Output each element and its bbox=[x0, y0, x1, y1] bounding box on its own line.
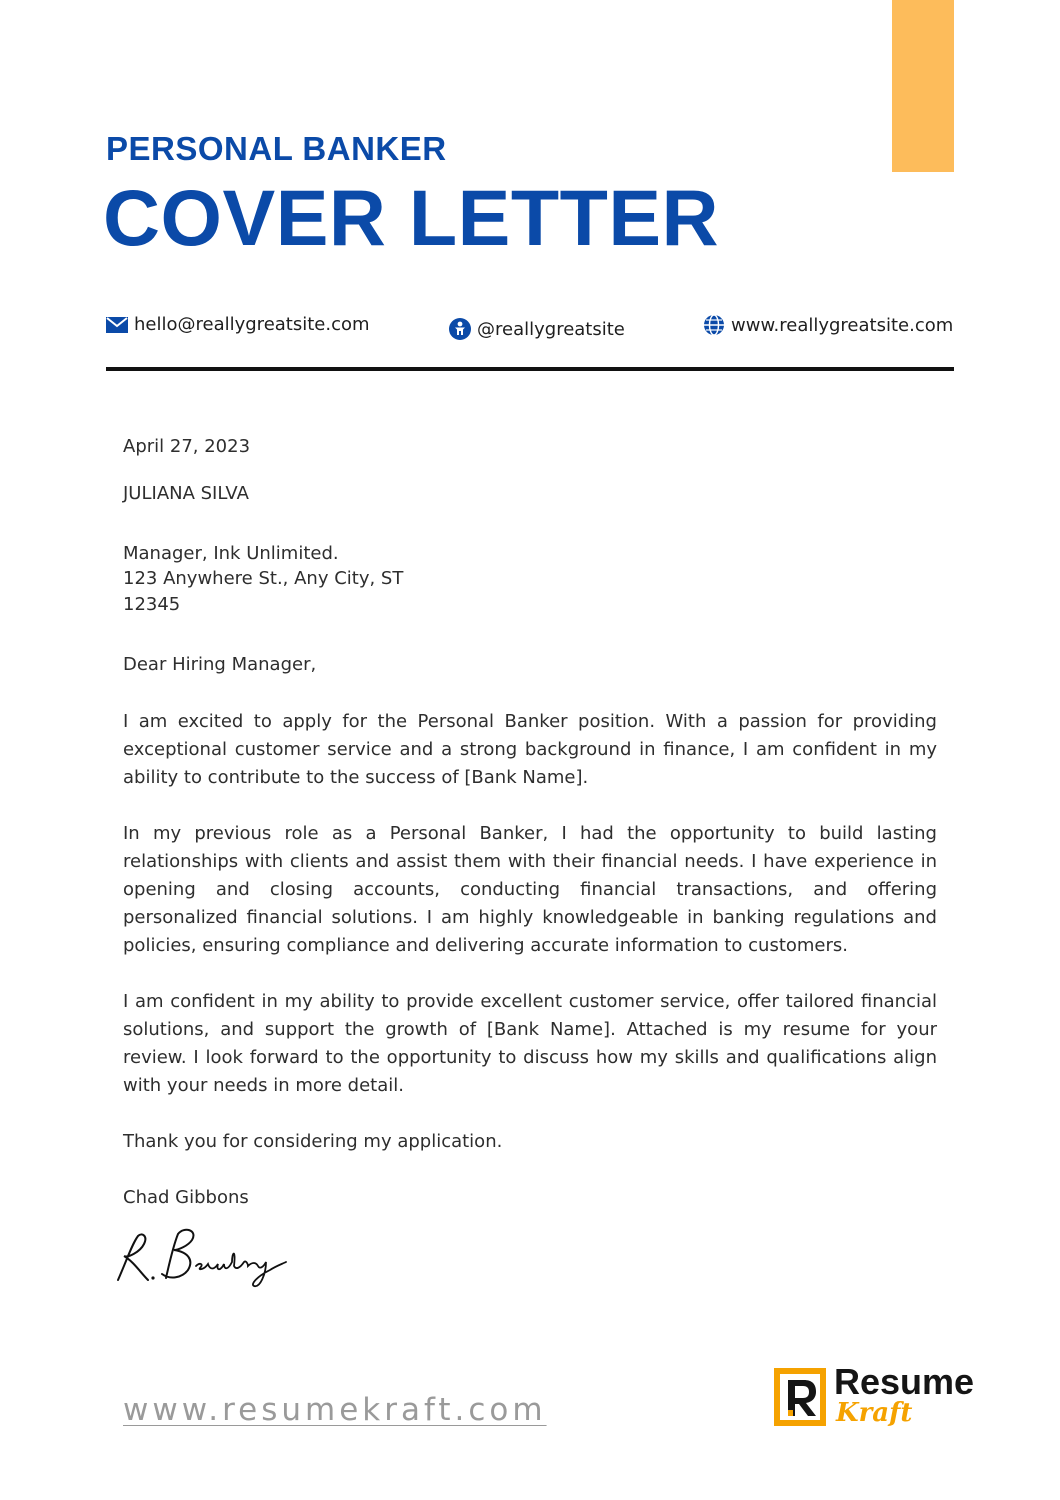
body-paragraph-2: In my previous role as a Personal Banker, I had the opportunity to build lasting relationships with clients and assist them with their financial needs. I have experience in opening and closing accounts, conducting financial transactions, and offering personalized financial solutions. I am highly knowledgeable in banking regulations and policies, ensuring compliance and delivering accurate information to customers. bbox=[123, 823, 937, 956]
recipient-title: Manager, Ink Unlimited. bbox=[123, 543, 339, 564]
globe-icon bbox=[703, 314, 725, 336]
header-divider bbox=[106, 367, 954, 371]
contact-social[interactable] bbox=[449, 318, 625, 340]
salutation: Dear Hiring Manager, bbox=[123, 654, 317, 675]
recipient-name: JULIANA SILVA bbox=[123, 483, 249, 504]
contact-email[interactable] bbox=[106, 314, 370, 335]
contact-email-text[interactable]: hello@reallygreatsite.com bbox=[134, 314, 370, 335]
brand-logo-mark bbox=[772, 1366, 828, 1428]
document-title: COVER LETTER bbox=[103, 173, 720, 262]
sender-name: Chad Gibbons bbox=[123, 1187, 249, 1208]
contact-website-text[interactable]: www.reallygreatsite.com bbox=[731, 314, 954, 336]
contact-social-text[interactable]: @reallygreatsite bbox=[477, 318, 625, 340]
contact-website[interactable] bbox=[703, 314, 953, 336]
accent-bar bbox=[892, 0, 954, 172]
document-subtitle: PERSONAL BANKER bbox=[106, 130, 447, 167]
footer-url[interactable]: www.resumekraft.com bbox=[123, 1392, 547, 1428]
letter-date: April 27, 2023 bbox=[123, 436, 251, 457]
body-paragraph-3: I am confident in my ability to provide excellent customer service, offer tailored financial solutions, and support the growth of [Bank Name]. Attached is my resume for your review. I look forward to the opportunity to discuss how my skills and qualifications align with your needs in more detail. bbox=[123, 991, 937, 1096]
person-circle-icon bbox=[449, 318, 471, 340]
envelope-icon bbox=[106, 317, 128, 333]
recipient-address-line1: 123 Anywhere St., Any City, ST bbox=[123, 568, 404, 589]
recipient-address-line2: 12345 bbox=[123, 594, 181, 615]
closing-line: Thank you for considering my application. bbox=[123, 1131, 503, 1152]
brand-name: Resume bbox=[834, 1361, 975, 1402]
brand-sub: Kraft bbox=[836, 1398, 913, 1428]
signature-image bbox=[108, 1222, 293, 1297]
body-paragraph-1: I am excited to apply for the Personal Banker position. With a passion for providing exceptional customer service and a strong background in finance, I am confident in my ability to contribute to the success of [Bank Name]. bbox=[123, 711, 937, 788]
